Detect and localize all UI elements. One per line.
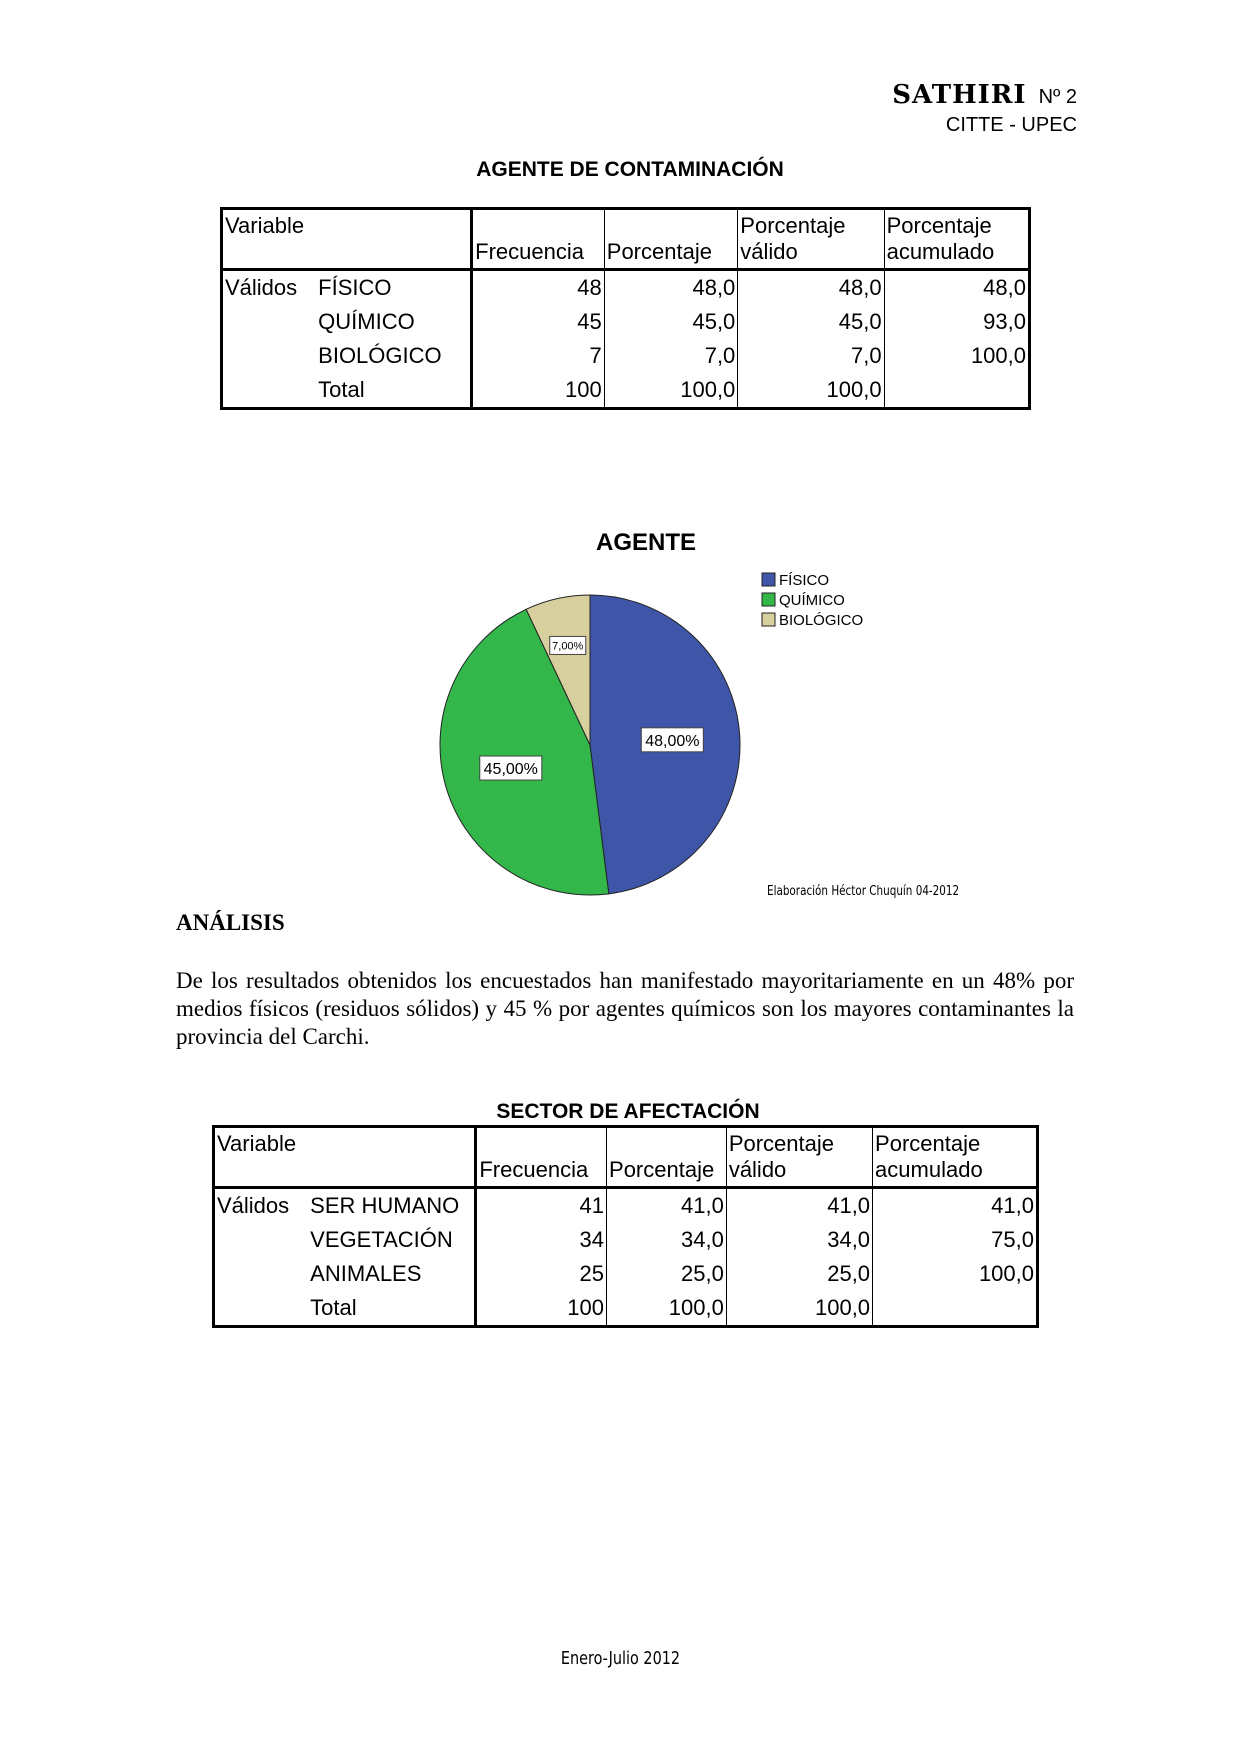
cell-acumulado: 75,0 xyxy=(991,1227,1034,1252)
legend-label: QUÍMICO xyxy=(779,592,845,609)
cell-porcentaje: 25,0 xyxy=(607,1257,727,1291)
cell-frecuencia: 45 xyxy=(472,305,605,339)
cell-frecuencia: 34 xyxy=(476,1223,607,1257)
row-label: Total xyxy=(316,373,471,409)
footer-date: Enero-Julio 2012 xyxy=(560,1648,680,1669)
legend-swatch xyxy=(762,593,775,606)
data-label-text: 7,00% xyxy=(552,640,584,653)
header-porcentaje-acumulado: Porcentaje acumulado xyxy=(886,213,995,264)
table-row xyxy=(222,305,1030,339)
cell-porcentaje: 41,0 xyxy=(607,1188,727,1224)
cell-porcentaje: 100,0 xyxy=(607,1291,727,1327)
row-label: ANIMALES xyxy=(308,1257,476,1291)
group-label: Válidos xyxy=(225,275,298,300)
journal-name: SATHIRI xyxy=(892,80,1027,110)
table-row xyxy=(214,1188,1038,1224)
cell-porcentaje: 45,0 xyxy=(604,305,738,339)
journal-header xyxy=(892,80,1077,110)
table1-title: AGENTE DE CONTAMINACIÓN xyxy=(476,158,784,181)
table1-agente-contaminacion xyxy=(220,207,1031,410)
row-label: Total xyxy=(308,1291,476,1327)
pie-chart xyxy=(420,520,920,900)
table2-title: SECTOR DE AFECTACIÓN xyxy=(496,1100,760,1123)
legend-label: BIOLÓGICO xyxy=(779,612,864,629)
cell-frecuencia: 25 xyxy=(476,1257,607,1291)
row-label: QUÍMICO xyxy=(316,305,471,339)
header-frecuencia: Frecuencia xyxy=(472,209,605,270)
cell-acumulado: 48,0 xyxy=(983,275,1026,300)
cell-porcentaje: 48,0 xyxy=(604,270,738,306)
cell-valido: 41,0 xyxy=(726,1188,872,1224)
cell-frecuencia: 7 xyxy=(472,339,605,373)
page-footer xyxy=(0,1648,1240,1669)
table-header-row xyxy=(214,1127,1038,1188)
legend-swatch xyxy=(762,613,775,626)
row-label: SER HUMANO xyxy=(308,1188,476,1224)
group-label: Válidos xyxy=(217,1193,290,1218)
cell-frecuencia: 48 xyxy=(472,270,605,306)
legend-swatch xyxy=(762,573,775,586)
cell-valido: 100,0 xyxy=(738,373,884,409)
cell-acumulado: 100,0 xyxy=(978,1261,1034,1286)
cell-valido: 100,0 xyxy=(726,1291,872,1327)
row-label: VEGETACIÓN xyxy=(308,1223,476,1257)
cell-acumulado xyxy=(884,373,1029,409)
row-label: BIOLÓGICO xyxy=(316,339,471,373)
issue-number: Nº 2 xyxy=(1038,86,1077,108)
table-row-total xyxy=(222,373,1030,409)
header-porcentaje: Porcentaje xyxy=(607,1127,727,1188)
data-label xyxy=(550,636,586,654)
header-frecuencia: Frecuencia xyxy=(476,1127,607,1188)
legend-label: FÍSICO xyxy=(779,572,830,589)
header-porcentaje-valido: Porcentaje válido xyxy=(738,209,884,270)
header-porcentaje: Porcentaje xyxy=(604,209,738,270)
analysis-heading: ANÁLISIS xyxy=(176,910,285,935)
analysis-paragraph: De los resultados obtenidos los encuestados han manifestado mayoritariamente en un 48% por medios físicos (residuos sólidos) y 45 % por agentes químicos son los mayores contaminantes la provincia del Carchi. xyxy=(176,968,1074,1049)
table-row xyxy=(222,339,1030,373)
organization-label: CITTE - UPEC xyxy=(945,114,1077,136)
cell-porcentaje: 100,0 xyxy=(604,373,738,409)
table-row xyxy=(222,270,1030,306)
data-label xyxy=(641,728,703,752)
cell-frecuencia: 100 xyxy=(472,373,605,409)
cell-porcentaje: 7,0 xyxy=(604,339,738,373)
header-variable: Variable xyxy=(214,1127,476,1188)
chart-title: AGENTE xyxy=(595,529,697,556)
table2-sector-afectacion xyxy=(212,1125,1039,1328)
chart-credit: Elaboración Héctor Chuquín 04-2012 xyxy=(767,884,960,899)
cell-acumulado: 100,0 xyxy=(970,343,1026,368)
cell-valido: 34,0 xyxy=(726,1223,872,1257)
header-variable: Variable xyxy=(222,209,472,270)
cell-frecuencia: 41 xyxy=(476,1188,607,1224)
table-header-row xyxy=(222,209,1030,270)
table-row xyxy=(214,1223,1038,1257)
table-row xyxy=(214,1257,1038,1291)
row-label: FÍSICO xyxy=(316,270,471,306)
table-row-total xyxy=(214,1291,1038,1327)
cell-acumulado: 41,0 xyxy=(991,1193,1034,1218)
header-porcentaje-valido: Porcentaje válido xyxy=(726,1127,872,1188)
cell-acumulado: 93,0 xyxy=(983,309,1026,334)
cell-frecuencia: 100 xyxy=(476,1291,607,1327)
cell-porcentaje: 34,0 xyxy=(607,1223,727,1257)
cell-valido: 25,0 xyxy=(726,1257,872,1291)
cell-valido: 45,0 xyxy=(738,305,884,339)
data-label xyxy=(480,756,542,780)
pie-chart-container xyxy=(420,520,920,900)
cell-acumulado xyxy=(873,1291,1038,1327)
cell-valido: 48,0 xyxy=(738,270,884,306)
data-label-text: 45,00% xyxy=(483,761,538,779)
cell-valido: 7,0 xyxy=(738,339,884,373)
data-label-text: 48,00% xyxy=(645,732,700,750)
header-porcentaje-acumulado: Porcentaje acumulado xyxy=(875,1131,983,1182)
